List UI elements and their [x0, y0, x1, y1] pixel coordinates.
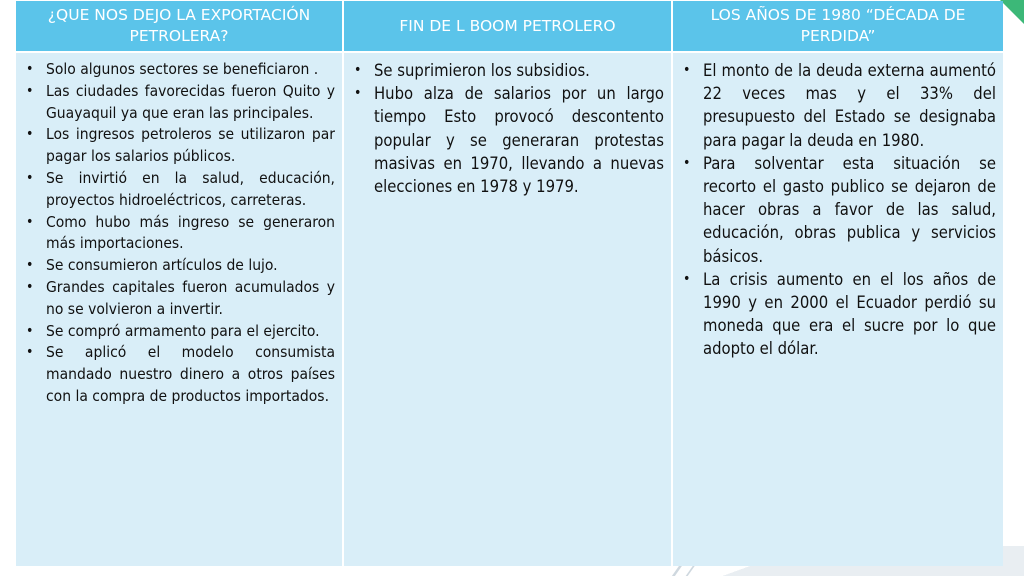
bullet-icon: •: [683, 270, 691, 287]
list-item: • Las ciudades favorecidas fueron Quito y Guayaquil ya que eran las principales.: [26, 81, 335, 122]
bullet-icon: •: [26, 278, 34, 295]
list-item: • Se compró armamento para el ejercito.: [22, 321, 335, 343]
list-item: • Como hubo más ingreso se generaron más importaciones.: [26, 212, 335, 253]
list-item: • Los ingresos petroleros se utilizaron par pagar los salarios públicos.: [26, 125, 335, 166]
bullet-list: [350, 59, 664, 198]
bullet-icon: •: [683, 62, 691, 78]
list-item: • Se consumieron artículos de lujo.: [22, 255, 335, 277]
list-item: • Grandes capitales fueron acumulados y no se volvieron a invertir.: [26, 277, 335, 318]
comparison-table: [16, 1, 1003, 566]
bullet-icon: •: [26, 82, 34, 99]
bullet-icon: •: [26, 61, 34, 77]
header-decada-perdida: LOS AÑOS DE 1980 “DÉCADA DE PERDIDA”: [673, 1, 1003, 53]
cell-fin-boom: [344, 53, 673, 566]
list-item: • La crisis aumento en el los años de 1990 y en 2000 el Ecuador perdió su moneda que era el sucre por lo que adopto el dólar.: [683, 269, 996, 359]
bullet-icon: •: [26, 344, 34, 361]
cell-exportacion: [16, 53, 344, 566]
bullet-icon: •: [683, 154, 691, 171]
list-item: • Se suprimieron los subsidios.: [350, 59, 664, 82]
bullet-list: [679, 59, 996, 361]
corner-accent: [1000, 0, 1024, 24]
list-item: • Para solventar esta situación se recorto el gasto publico se dejaron de hacer obras a favor de las salud, educación, obras publica y servicios básicos.: [683, 153, 996, 266]
bullet-icon: •: [354, 85, 362, 102]
list-item: • Hubo alza de salarios por un largo tiempo Esto provocó descontento popular y se generaran protestas masivas en 1970, llevando a nuevas elecciones en 1978 y 1979.: [354, 84, 664, 197]
bullet-icon: •: [354, 62, 362, 78]
bullet-icon: •: [26, 169, 34, 186]
list-item: • El monto de la deuda externa aumentó 22 veces mas y el 33% del presupuesto del Estado se designaba para pagar la deuda en 1980.: [683, 61, 996, 150]
bullet-icon: •: [26, 322, 34, 339]
list-item: • Se invirtió en la salud, educación, proyectos hidroeléctricos, carreteras.: [26, 168, 335, 209]
bullet-icon: •: [26, 213, 34, 230]
bullet-list: [22, 59, 335, 408]
header-exportacion: ¿QUE NOS DEJO LA EXPORTACIÓN PETROLERA?: [16, 1, 344, 53]
bullet-icon: •: [26, 126, 34, 143]
header-row: [16, 1, 1003, 53]
content-row: [16, 53, 1003, 566]
list-item: • Se aplicó el modelo consumista mandado nuestro dinero a otros países con la compra de productos importados.: [26, 343, 335, 405]
bullet-icon: •: [26, 257, 34, 274]
cell-decada-perdida: [673, 53, 1003, 566]
header-fin-boom: FIN DE L BOOM PETROLERO: [344, 1, 673, 53]
list-item: • Solo algunos sectores se beneficiaron .: [22, 59, 335, 81]
